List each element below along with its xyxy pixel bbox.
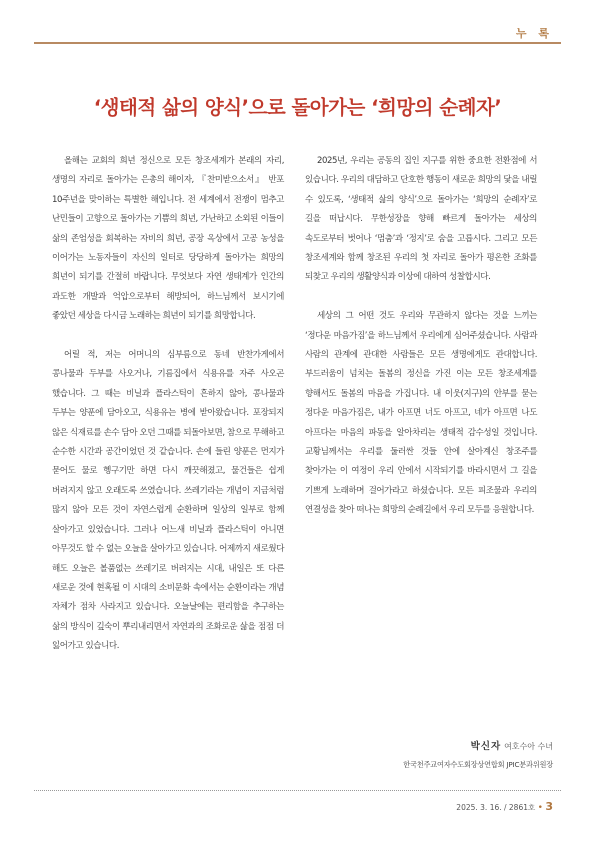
author-role: 여호수아 수녀: [504, 742, 553, 751]
article-title: ‘생태적 삶의 양식’으로 돌아가는 ‘희망의 순례자’: [93, 96, 502, 119]
page-footer: [456, 800, 553, 813]
header-rule: [34, 42, 561, 44]
paragraph: 어릴 적, 저는 어머니의 심부름으로 동네 반찬가게에서 콩나물과 두부를 사오거나, 기름집에서 식용유를 자주 사오곤 했습니다. 그 때는 비닐과 플라스틱이 흔하지 않아, 콩나물과 두부는 양푼에 담아오고, 식용유는 병에 받아왔습니다. 포장되지 않은 식재료를 손수 담아 오던 그때를 되돌아보면, 참으로 무해하고 순수한 시간과 공간이었던 것 같습니다. 손에 들린 양푼은 먼지가 묻어도 물로 헹구기만 하면 다시 깨끗해졌고, 물건들은 쉽게 버려지지 않고 오래도록 쓰였습니다. 쓰레기라는 개념이 지금처럼 많지 않아 모든 것이 자연스럽게 순환하며 일상의 일부로 함께 살아가고 있었습니다. 그러나 어느새 비닐과 플라스틱이 아니면 아무것도 할 수 없는 오늘을 살아가고 있습니다. 어제까지 새로웠다 해도 오늘은 볼품없는 쓰레기로 버려지는 시대, 내일은 또 다른 새로운 것에 현혹될 이 시대의 소비문화 속에서는 순환이라는 개념 자체가 점차 사라지고 있습니다. 오늘날에는 편리함을 추구하는 삶의 방식이 깊숙이 뿌리내리면서 자연과의 조화로운 삶을 점점 더 잃어가고 있습니다.: [52, 350, 284, 652]
author-signature: [403, 740, 553, 771]
paragraph: 세상의 그 어떤 것도 우리와 무관하지 않다는 것을 느끼는 ‘정다운 마음가짐’을 하느님께서 우리에게 심어주셨습니다. 사람과 사람의 관계에 관대한 사람들은 모든 생명에게도 관대합니다. 부드러움이 넘치는 돌봄의 정신을 가진 이는 모든 창조세계를 향해서도 돌봄의 마음을 가집니다. 내 이웃(지구)의 안부를 묻는 정다운 마음가짐은, 내가 아프면 너도 아프고, 네가 아프면 나도 아프다는 마음의 파동을 알아차리는 생태적 감수성일 것입니다. 교황님께서는 우리를 둘러싼 것들 안에 살아계신 창조주를 찾아가는 이 여정이 우리 안에서 시작되기를 바라시면서 그 길을 기쁘게 노래하며 걸어가라고 하셨습니다. 모든 피조물과 우리의 연결성을 찾아 떠나는 희망의 순례길에서 우리 모두를 응원합니다.: [305, 311, 537, 516]
section-label: 누 록: [515, 27, 553, 40]
page-number: 3: [545, 800, 553, 813]
paragraph: 2025년, 우리는 공동의 집인 지구를 위한 중요한 전환점에 서 있습니다. 우리의 대담하고 단호한 행동이 새로운 희망의 닻을 내릴 수 있도록, ‘생태적 삶의 양식’으로 돌아가는 ‘희망의 순례자’로 길을 떠납시다. 무한성장을 향해 빠르게 돌아가는 세상의 속도로부터 벗어나 ‘멈춤’과 ‘정지’로 숨을 고릅시다. 그리고 모든 창조세계와 함께 창조된 우리의 첫 자리로 돌아가 평온한 조화를 되찾고 우리의 생활양식과 이상에 대하여 성찰합시다.: [305, 156, 537, 283]
body-column-left: [52, 152, 284, 657]
author-name: 박신자: [470, 741, 502, 752]
footer-separator: •: [537, 803, 543, 813]
issue-date: 2025. 3. 16. / 2861호: [456, 803, 536, 812]
footer-rule: [34, 790, 561, 791]
paragraph: 올해는 교회의 희년 정신으로 모든 창조세계가 본래의 자리, 생명의 자리로 돌아가는 은총의 해이자, 『찬미받으소서』 반포 10주년을 맞이하는 특별한 해입니다. 전 세계에서 전쟁이 멈추고 난민들이 고향으로 돌아가는 기쁨의 희년, 가난하고 소외된 이들이 삶의 존엄성을 회복하는 자비의 희년, 공장 옥상에서 고공 농성을 이어가는 노동자들이 자신의 일터로 당당하게 돌아가는 희망의 희년이 되기를 간절히 바랍니다. 무엇보다 자연 생태계가 인간의 과도한 개발과 억압으로부터 해방되어, 하느님께서 보시기에 좋았던 세상을 다시금 노래하는 희년이 되기를 희망합니다.: [52, 156, 284, 322]
body-column-right: [305, 152, 537, 521]
author-organization: 한국천주교여자수도회장상연합회 JPIC분과위원장: [403, 760, 553, 769]
